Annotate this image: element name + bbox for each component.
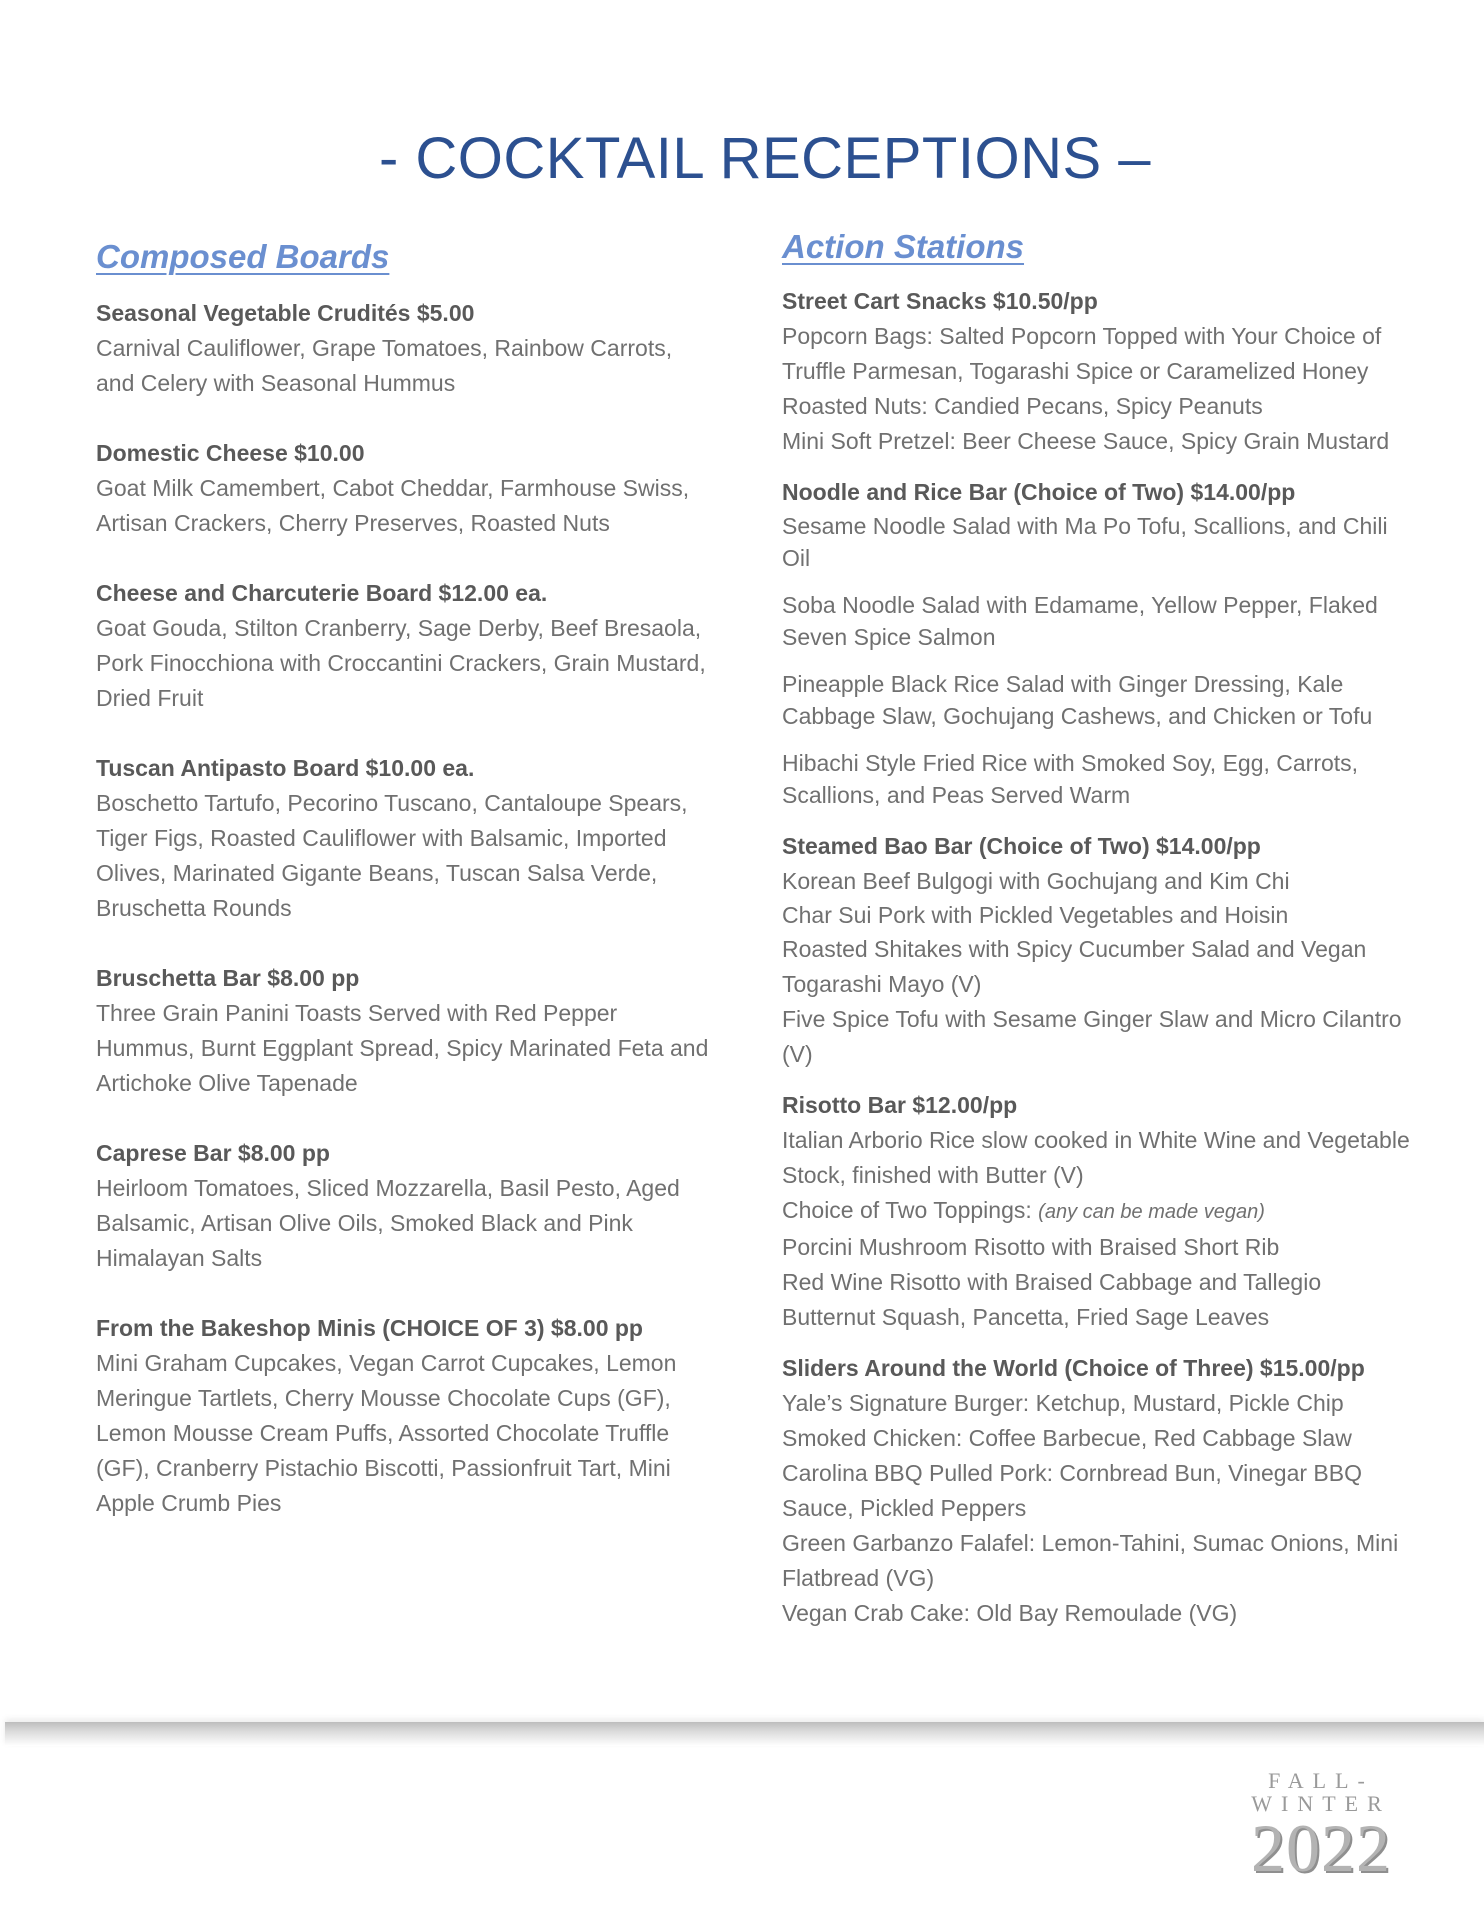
- menu-item: [96, 1311, 716, 1521]
- station-title: Steamed Bao Bar (Choice of Two) $14.00/pp: [782, 833, 1261, 859]
- menu-item-title: Tuscan Antipasto Board $10.00 ea.: [96, 755, 475, 781]
- section-heading-action-stations: Action Stations: [782, 228, 1025, 265]
- station-title: Sliders Around the World (Choice of Three) $15.00/pp: [782, 1355, 1365, 1381]
- station-line: Porcini Mushroom Risotto with Braised Short Rib: [782, 1234, 1280, 1260]
- page-title: - COCKTAIL RECEPTIONS –: [378, 126, 1152, 191]
- station-toppings-line: [782, 1193, 1422, 1230]
- menu-item-title: Domestic Cheese $10.00: [96, 440, 365, 466]
- station-noodle-rice: [782, 475, 1422, 811]
- menu-item-title: From the Bakeshop Minis (CHOICE OF 3) $8.00 pp: [96, 1315, 643, 1341]
- station-title: Risotto Bar $12.00/pp: [782, 1092, 1018, 1118]
- menu-item-title: Caprese Bar $8.00 pp: [96, 1140, 330, 1166]
- station-line: Green Garbanzo Falafel: Lemon-Tahini, Sumac Onions, Mini Flatbread (VG): [782, 1530, 1399, 1591]
- menu-item: [96, 751, 716, 926]
- station-line: Butternut Squash, Pancetta, Fried Sage Leaves: [782, 1304, 1270, 1330]
- station-line: Roasted Nuts: Candied Pecans, Spicy Peanuts: [782, 393, 1263, 419]
- menu-item-title: Cheese and Charcuterie Board $12.00 ea.: [96, 580, 548, 606]
- menu-item: [96, 961, 716, 1101]
- station-risotto: [782, 1088, 1422, 1335]
- station-line: Korean Beef Bulgogi with Gochujang and Kim Chi: [782, 868, 1290, 894]
- menu-item-description: Mini Graham Cupcakes, Vegan Carrot Cupcakes, Lemon Meringue Tartlets, Cherry Mousse Chocolate Cups (GF), Lemon Mousse Cream Puffs, Assorted Chocolate Truffle (GF), Cranberry Pistachio Biscotti, Passionfruit Tart, Mini Apple Crumb Pies: [96, 1350, 677, 1516]
- station-line: Red Wine Risotto with Braised Cabbage and Tallegio: [782, 1269, 1322, 1295]
- menu-item-description: Three Grain Panini Toasts Served with Red Pepper Hummus, Burnt Eggplant Spread, Spicy Marinated Feta and Artichoke Olive Tapenade: [96, 1000, 709, 1096]
- section-heading-composed-boards: Composed Boards: [96, 238, 390, 275]
- station-title: Noodle and Rice Bar (Choice of Two) $14.00/pp: [782, 479, 1296, 505]
- menu-item: [96, 576, 716, 716]
- toppings-label: Choice of Two Toppings:: [782, 1197, 1039, 1223]
- menu-item-description: Goat Gouda, Stilton Cranberry, Sage Derby, Beef Bresaola, Pork Finocchiona with Croccantini Crackers, Grain Mustard, Dried Fruit: [96, 615, 706, 711]
- menu-item-title: Bruschetta Bar $8.00 pp: [96, 965, 360, 991]
- station-bao: [782, 829, 1422, 1072]
- composed-boards-column: [96, 238, 716, 1556]
- menu-item-description: Goat Milk Camembert, Cabot Cheddar, Farmhouse Swiss, Artisan Crackers, Cherry Preserves, Roasted Nuts: [96, 475, 690, 536]
- station-line: Italian Arborio Rice slow cooked in White Wine and Vegetable Stock, finished with Butter (V): [782, 1127, 1410, 1188]
- station-title: Street Cart Snacks $10.50/pp: [782, 288, 1098, 314]
- station-line: Soba Noodle Salad with Edamame, Yellow Pepper, Flaked Seven Spice Salmon: [782, 592, 1378, 650]
- badge-year: 2022: [1251, 1810, 1391, 1886]
- station-line: Sesame Noodle Salad with Ma Po Tofu, Scallions, and Chili Oil: [782, 513, 1388, 571]
- season-badge: [1236, 1768, 1406, 1886]
- action-stations-column: [782, 228, 1422, 1643]
- station-line: Five Spice Tofu with Sesame Ginger Slaw and Micro Cilantro (V): [782, 1006, 1402, 1067]
- station-line: Carolina BBQ Pulled Pork: Cornbread Bun, Vinegar BBQ Sauce, Pickled Peppers: [782, 1460, 1362, 1521]
- menu-item-description: Heirloom Tomatoes, Sliced Mozzarella, Basil Pesto, Aged Balsamic, Artisan Olive Oils, Smoked Black and Pink Himalayan Salts: [96, 1175, 680, 1271]
- station-sliders: [782, 1351, 1422, 1631]
- station-line: Mini Soft Pretzel: Beer Cheese Sauce, Spicy Grain Mustard: [782, 428, 1390, 454]
- badge-season-line1: FALL-: [1268, 1768, 1374, 1793]
- station-line: Yale’s Signature Burger: Ketchup, Mustard, Pickle Chip: [782, 1390, 1344, 1416]
- menu-item-description: Carnival Cauliflower, Grape Tomatoes, Rainbow Carrots, and Celery with Seasonal Hummus: [96, 335, 673, 396]
- station-line: Char Sui Pork with Pickled Vegetables and Hoisin: [782, 902, 1289, 928]
- station-line: Pineapple Black Rice Salad with Ginger Dressing, Kale Cabbage Slaw, Gochujang Cashews, and Chicken or Tofu: [782, 671, 1373, 729]
- station-line: Popcorn Bags: Salted Popcorn Topped with Your Choice of Truffle Parmesan, Togarashi Spice or Caramelized Honey: [782, 323, 1382, 384]
- menu-item-title: Seasonal Vegetable Crudités $5.00: [96, 300, 475, 326]
- station-line: Hibachi Style Fried Rice with Smoked Soy, Egg, Carrots, Scallions, and Peas Served Warm: [782, 750, 1359, 808]
- station-street-cart: [782, 284, 1422, 459]
- vegan-note: (any can be made vegan): [1038, 1201, 1265, 1223]
- menu-item: [96, 296, 716, 401]
- station-line: Smoked Chicken: Coffee Barbecue, Red Cabbage Slaw: [782, 1425, 1352, 1451]
- badge-season-line2: WINTER: [1251, 1791, 1391, 1816]
- menu-item: [96, 1136, 716, 1276]
- station-line: Vegan Crab Cake: Old Bay Remoulade (VG): [782, 1600, 1238, 1626]
- menu-item-description: Boschetto Tartufo, Pecorino Tuscano, Cantaloupe Spears, Tiger Figs, Roasted Cauliflower with Balsamic, Imported Olives, Marinated Gigante Beans, Tuscan Salsa Verde, Bruschetta Rounds: [96, 790, 688, 921]
- menu-item: [96, 436, 716, 541]
- station-line: Roasted Shitakes with Spicy Cucumber Salad and Vegan Togarashi Mayo (V): [782, 936, 1367, 997]
- footer-divider: [5, 1722, 1484, 1746]
